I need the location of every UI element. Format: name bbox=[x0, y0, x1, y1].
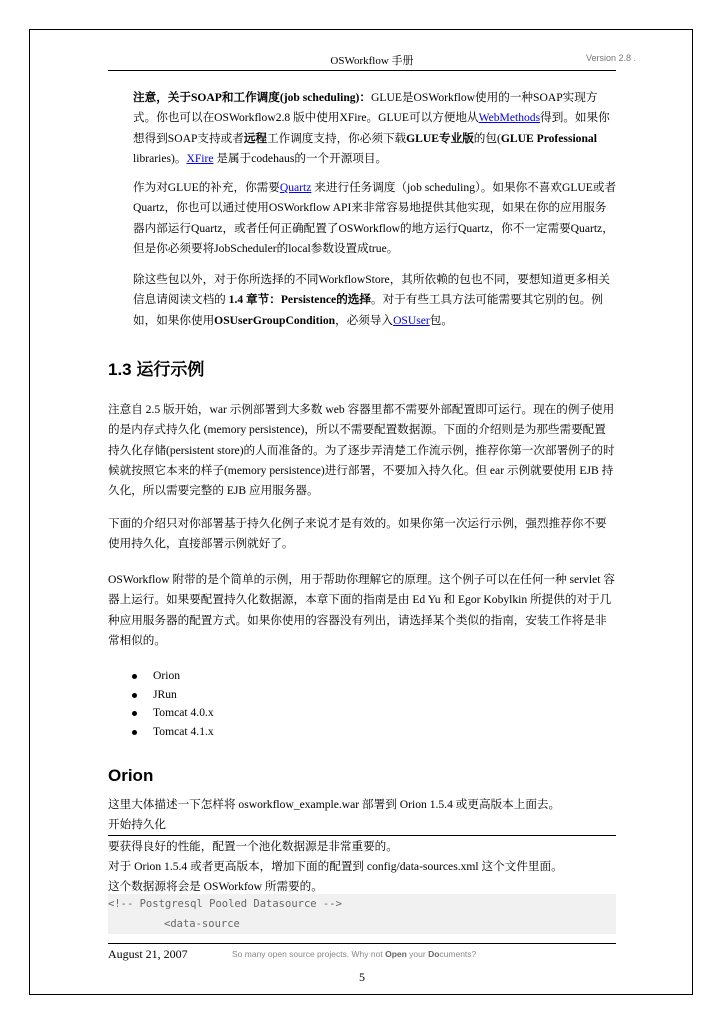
orion-line-2: 开始持久化 bbox=[108, 818, 166, 831]
orion-line-5: 这个数据源将会是 OSWorkfow 所需要的。 bbox=[108, 880, 323, 893]
section-heading: 1.3 运行示例 bbox=[108, 360, 205, 379]
code-line-2: <data-source bbox=[164, 918, 240, 930]
list-item bbox=[108, 704, 214, 723]
page-header bbox=[108, 52, 636, 70]
text: 包。 bbox=[429, 313, 453, 327]
text: GLUE是OSWorkflow使用的一种SOAP实现方式。你也可以在OSWorkflow2.8 版中使用XFire。GLUE可以方便地从 bbox=[133, 91, 598, 125]
orion-line-1: 这里大体描述一下怎样将 osworkflow_example.war 部署到 Orion 1.5.4 或更高版本上面去。 bbox=[108, 798, 561, 811]
note-paragraph-1 bbox=[133, 88, 617, 169]
code-block bbox=[108, 894, 616, 934]
slogan-text: So many open source projects. Why not bbox=[232, 949, 386, 959]
bullet-icon bbox=[132, 711, 137, 716]
server-list bbox=[108, 667, 214, 742]
list-item bbox=[108, 686, 214, 705]
text: 除这些包以外，对于你所选择的不同WorkflowStore，其所依赖的包也不同，要想知道更多相关信息请阅读文档的 bbox=[133, 273, 610, 307]
list-item bbox=[108, 667, 214, 686]
list-item-label: Tomcat 4.0.x bbox=[153, 706, 214, 720]
bullet-icon bbox=[132, 693, 137, 698]
slogan-bold: Open bbox=[385, 949, 407, 959]
text: 作为对GLUE的补充，你需要 bbox=[133, 181, 280, 194]
bold-text: 1.4 章节：Persistence的选择 bbox=[228, 293, 371, 307]
orion-line-4: 对于 Orion 1.5.4 或者更高版本，增加下面的配置到 config/data-sources.xml 这个文件里面。 bbox=[108, 860, 563, 873]
section-paragraph-3: OSWorkflow 附带的是个简单的示例，用于帮助你理解它的原理。这个例子可以在任何一种 servlet 容器上运行。如果要配置持久化数据源，本章下面的指南是由 Ed Yu 和 Egor Kobylkin 所提供的对于几种应用服务器的配置方式。如果你使用的容器没有列出，请选择某个类似的指南，安装工作将是非常相似的。 bbox=[108, 573, 615, 647]
text: 的包( bbox=[473, 131, 501, 145]
orion-line-3: 要获得良好的性能，配置一个池化数据源是非常重要的。 bbox=[108, 840, 398, 853]
page-number: 5 bbox=[359, 970, 365, 984]
note-paragraph-3 bbox=[133, 270, 617, 331]
bold-text: OSUserGroupCondition bbox=[214, 313, 336, 327]
section-paragraph-2: 下面的介绍只对你部署基于持久化例子来说才是有效的。如果你第一次运行示例，强烈推荐你不要使用持久化，直接部署示例就好了。 bbox=[108, 517, 607, 551]
bold-text: GLUE Professional bbox=[500, 131, 597, 145]
webmethods-link[interactable]: WebMethods bbox=[478, 111, 541, 125]
orion-heading: Orion bbox=[108, 766, 154, 785]
slogan-text: your bbox=[406, 949, 429, 959]
list-item-label: Tomcat 4.1.x bbox=[153, 725, 214, 739]
slogan-text: cuments? bbox=[439, 949, 477, 959]
list-item-label: Orion bbox=[153, 669, 181, 682]
note-paragraph-2 bbox=[133, 178, 617, 259]
bold-text: 远程 bbox=[243, 131, 268, 145]
list-item-label: JRun bbox=[153, 687, 177, 701]
text: 工作调度支持，你必须下载 bbox=[267, 131, 407, 145]
slogan-bold: Do bbox=[428, 949, 440, 959]
xfire-link[interactable]: XFire bbox=[186, 151, 214, 165]
footer-slogan bbox=[232, 949, 476, 959]
list-item bbox=[108, 723, 214, 742]
osuser-link[interactable]: OSUser bbox=[393, 313, 430, 327]
note-prefix: 注意，关于SOAP和工作调度(job scheduling)： bbox=[133, 91, 372, 104]
footer-date: August 21, 2007 bbox=[108, 947, 188, 961]
code-line-1: <!-- Postgresql Pooled Datasource --> bbox=[108, 898, 342, 910]
section-paragraph-1: 注意自 2.5 版开始，war 示例部署到大多数 web 容器里都不需要外部配置即可运行。现在的例子使用的是内存式持久化 (memory persistence)，所以不需要配置数据源。下面的介绍则是为那些需要配置持久化存储(persistent store)的人而准备的。为了逐步弄清楚工作流示例，推荐你第一次部署例子的时候就按照它本来的样子(memory persistence)进行部署，不要加入持久化。但 ear 示例就要使用 EJB 持久化，所以需要完整的 EJB 应用服务器。 bbox=[108, 403, 615, 498]
text: 。对于有些工具方法可能需要其它别的包。例如，如果你使用 bbox=[133, 293, 603, 327]
text: 来进行任务调度（job scheduling）。如果你不喜欢GLUE或者Quartz，你也可以通过使用OSWorkflow API来非常容易地提供其他实现，如果在你的应用服务器内部运行Quartz，或者任何正确配置了OSWorkflow的地方运行Quartz，你不一定需要Quartz，但是你必须要将JobScheduler的local参数设置成true。 bbox=[133, 181, 617, 255]
text: ，必须导入 bbox=[335, 313, 394, 327]
section-rule bbox=[108, 835, 616, 836]
text: 得到。如果你想得到SOAP支持或者 bbox=[133, 111, 610, 145]
bullet-icon bbox=[132, 674, 137, 679]
bullet-icon bbox=[132, 730, 137, 735]
text: libraries)。 bbox=[133, 151, 187, 165]
header-version: Version 2.8 . bbox=[585, 53, 636, 63]
footer-rule bbox=[108, 943, 616, 944]
header-rule bbox=[108, 70, 616, 71]
bold-text: GLUE专业版 bbox=[406, 131, 474, 145]
quartz-link[interactable]: Quartz bbox=[279, 181, 312, 194]
text: 是属于codehaus的一个开源项目。 bbox=[213, 151, 388, 165]
header-title: OSWorkflow 手册 bbox=[330, 55, 414, 67]
